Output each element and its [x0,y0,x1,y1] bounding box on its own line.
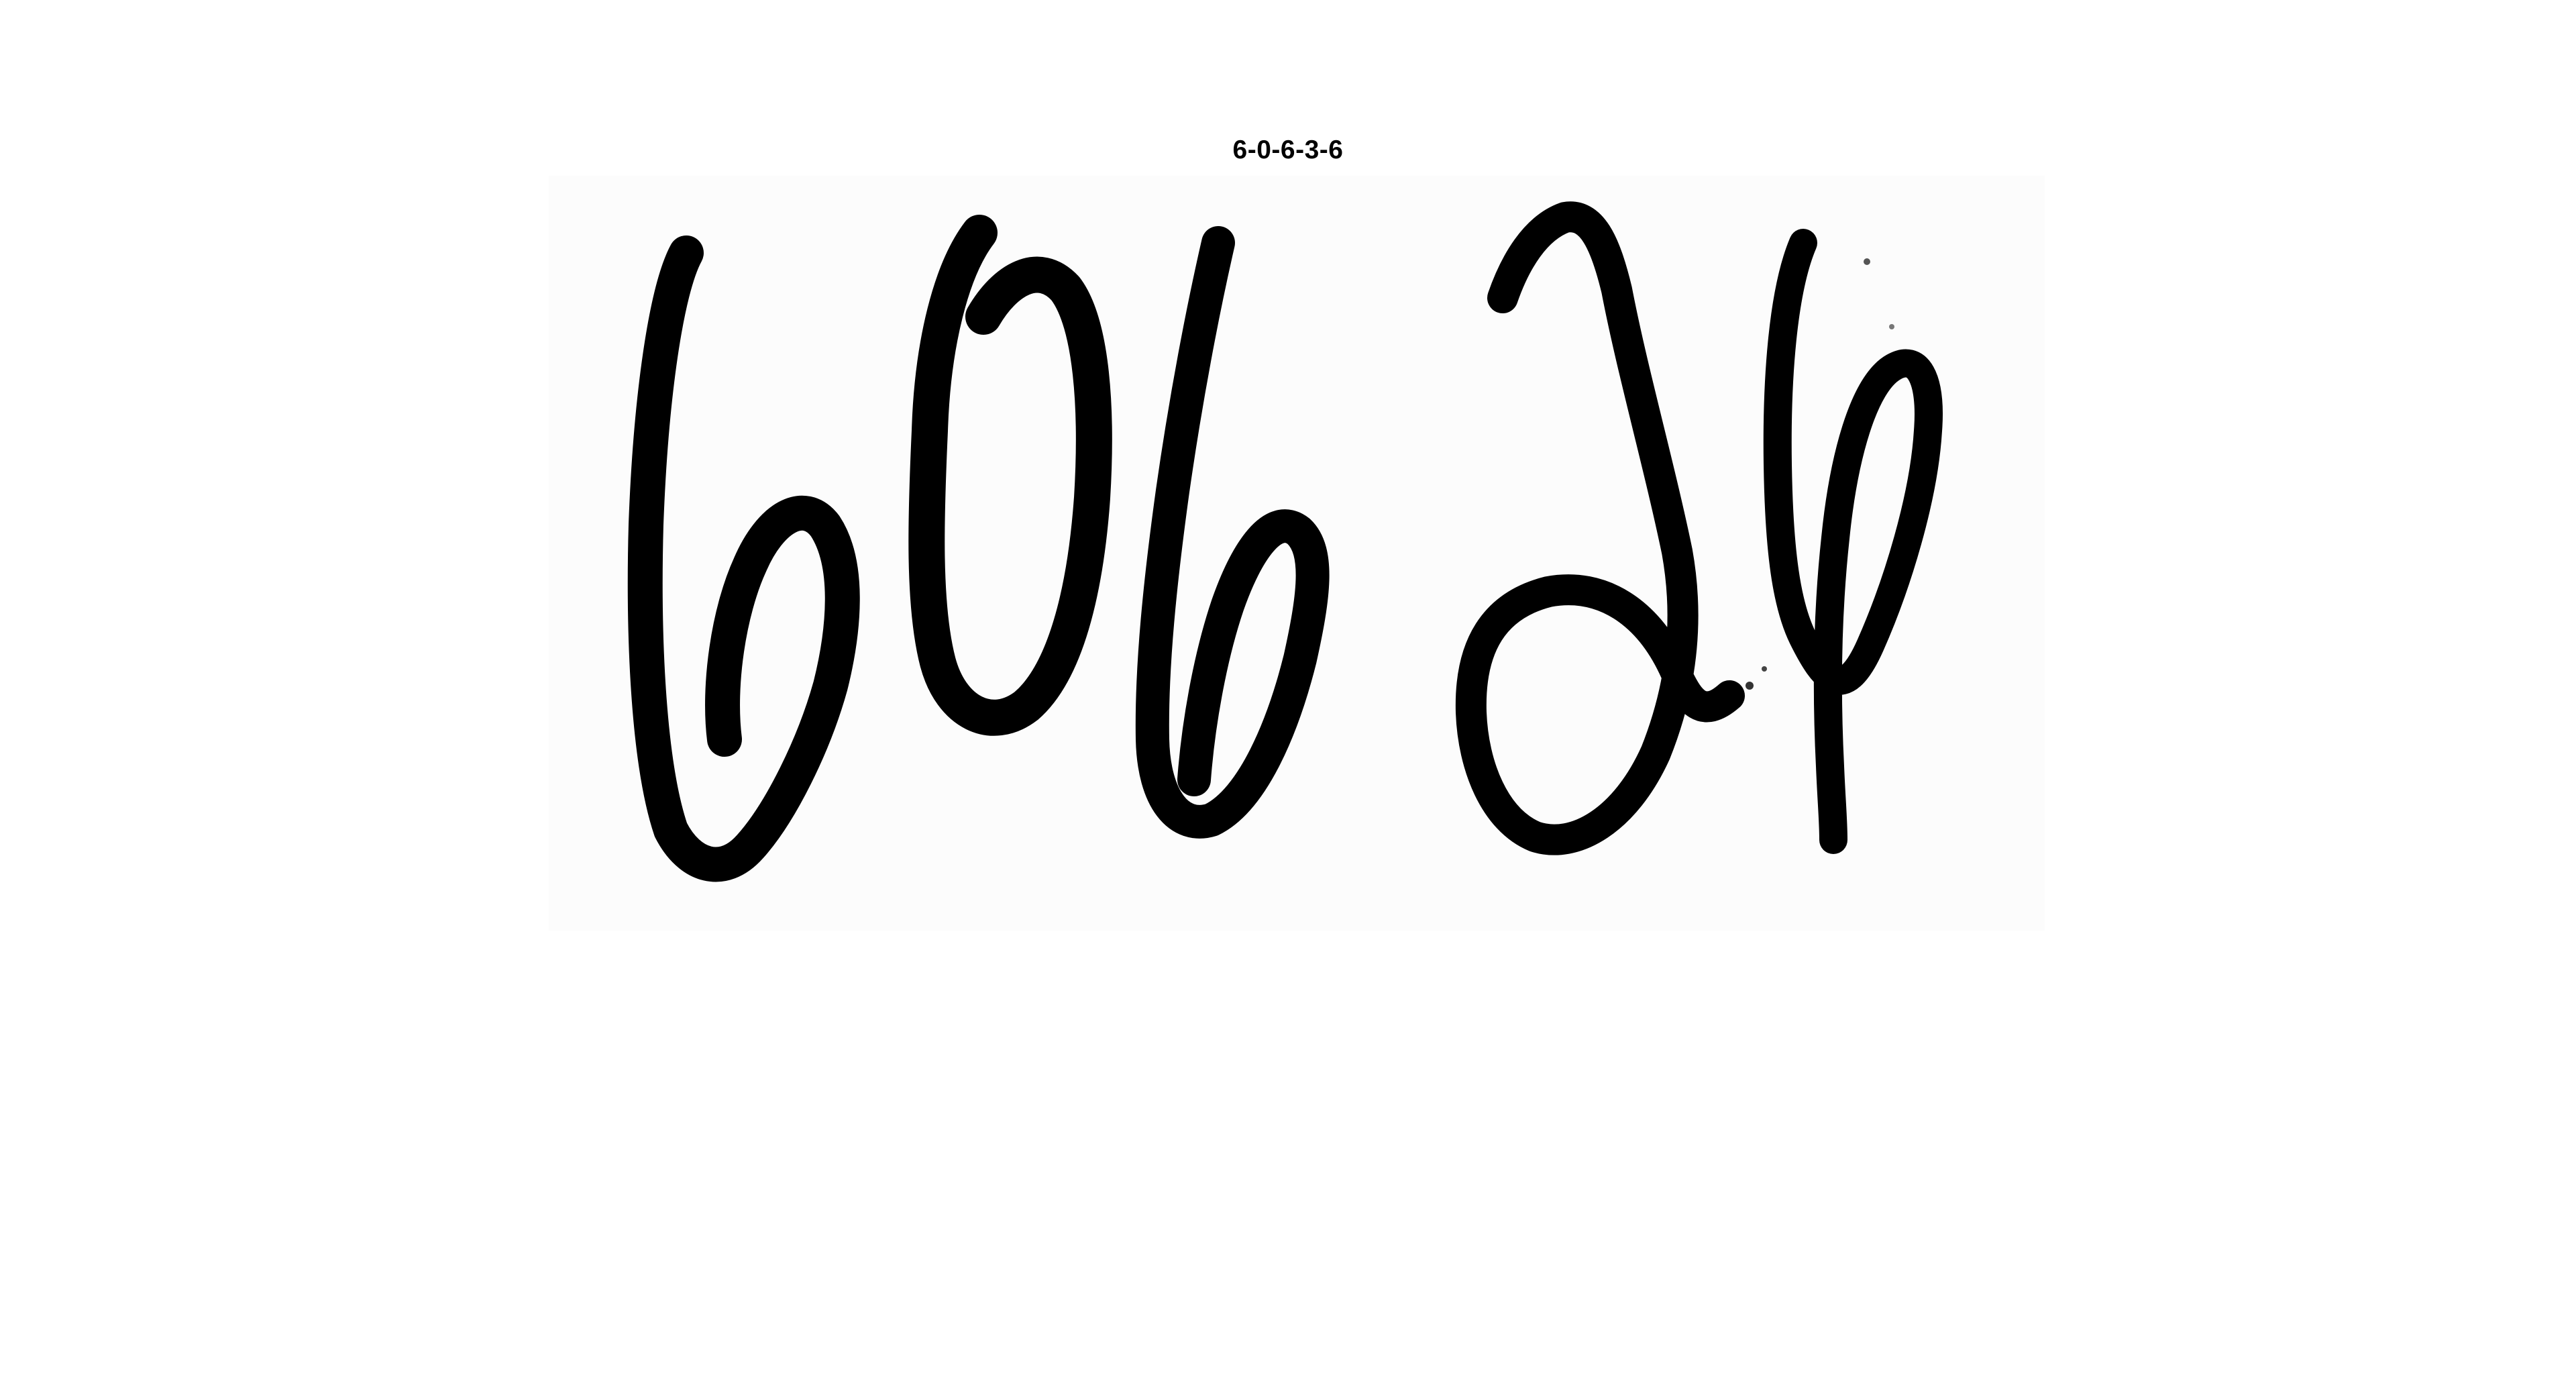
ink-speck [1746,682,1754,690]
ink-speck [1864,258,1870,265]
digit-0 [926,233,1094,718]
digit-6-third [1778,243,1929,840]
ink-speck [1762,666,1767,672]
figure-title: 6-0-6-3-6 [1232,136,1344,164]
digit-3 [1471,217,1729,839]
handwriting-svg [549,176,2045,931]
digit-6-first [645,253,843,864]
ink-speck [1889,324,1894,329]
digit-6-second [1152,243,1313,822]
handwritten-digits-image [549,176,2045,931]
